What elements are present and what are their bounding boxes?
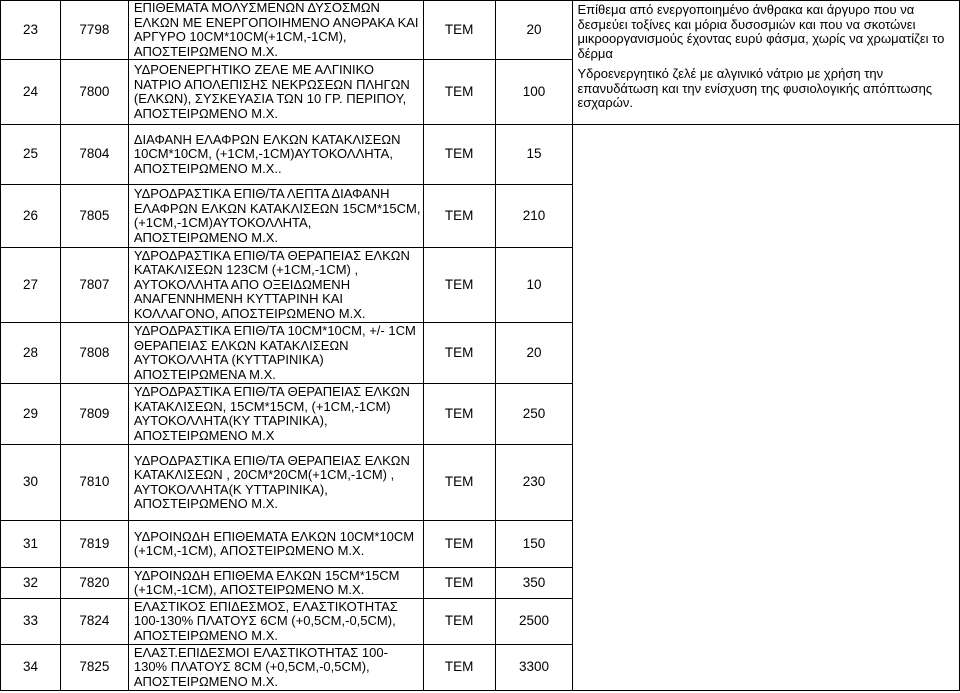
item-quantity: 20 bbox=[495, 1, 573, 60]
item-quantity: 10 bbox=[495, 248, 573, 323]
item-description: ΥΔΡΟΔΡΑΣΤΙΚΑ ΕΠΙΘ/ΤΑ ΘΕΡΑΠΕΙΑΣ ΕΛΚΩΝ ΚΑΤΑΚΛΙΣΕΩΝ , 20CM*20CM(+1CM,-1CM) , ΑΥΤΟΚΟΛΛΗΤΑ(Κ ΥΤΤΑΡΙΝΙΚΑ), ΑΠΟΣΤΕΙΡΩΜΕΝΟ Μ.Χ. bbox=[128, 445, 423, 521]
row-number: 31 bbox=[1, 521, 61, 568]
table-row bbox=[1, 125, 960, 185]
table-row bbox=[1, 1, 960, 60]
item-specification-empty bbox=[573, 125, 960, 691]
item-unit: ΤΕΜ bbox=[423, 445, 495, 521]
row-number: 30 bbox=[1, 445, 61, 521]
item-code: 7819 bbox=[60, 521, 128, 568]
item-code: 7808 bbox=[60, 323, 128, 384]
item-unit: ΤΕΜ bbox=[423, 125, 495, 185]
item-code: 7820 bbox=[60, 568, 128, 599]
item-description: ΥΔΡΟΙΝΩΔΗ ΕΠΙΘΕΜΑΤΑ ΕΛΚΩΝ 10CM*10CM (+1CM,-1CM), ΑΠΟΣΤΕΙΡΩΜΕΝΟ Μ.Χ. bbox=[128, 521, 423, 568]
row-number: 32 bbox=[1, 568, 61, 599]
item-description: ΔΙΑΦΑΝΗ ΕΛΑΦΡΩΝ ΕΛΚΩΝ ΚΑΤΑΚΛΙΣΕΩΝ 10CM*10CM, (+1CM,-1CM)ΑΥΤΟΚΟΛΛΗΤΑ, ΑΠΟΣΤΕΙΡΩΜΕΝΟ Μ.Χ.. bbox=[128, 125, 423, 185]
row-number: 27 bbox=[1, 248, 61, 323]
item-code: 7804 bbox=[60, 125, 128, 185]
item-description: ΕΛΑΣΤΙΚΟΣ ΕΠΙΔΕΣΜΟΣ, ΕΛΑΣΤΙΚΟΤΗΤΑΣ 100-130% ΠΛΑΤΟΥΣ 6CM (+0,5CM,-0,5CM), ΑΠΟΣΤΕΙΡΩΜΕΝΟ Μ.Χ. bbox=[128, 599, 423, 645]
item-code: 7798 bbox=[60, 1, 128, 60]
item-quantity: 2500 bbox=[495, 599, 573, 645]
row-number: 24 bbox=[1, 60, 61, 125]
item-description: ΥΔΡΟΔΡΑΣΤΙΚΑ ΕΠΙΘ/ΤΑ 10CM*10CM, +/- 1CM ΘΕΡΑΠΕΙΑΣ ΕΛΚΩΝ ΚΑΤΑΚΛΙΣΕΩΝ ΑΥΤΟΚΟΛΛΗΤΑ (ΚΥΤΤΑΡΙΝΙΚΑ) ΑΠΟΣΤΕΙΡΩΜΕΝΑ Μ.Χ. bbox=[128, 323, 423, 384]
item-code: 7825 bbox=[60, 645, 128, 691]
item-quantity: 3300 bbox=[495, 645, 573, 691]
item-unit: ΤΕΜ bbox=[423, 1, 495, 60]
row-number: 25 bbox=[1, 125, 61, 185]
item-description: ΕΠΙΘΕΜΑΤΑ ΜΟΛΥΣΜΕΝΩΝ ΔΥΣΟΣΜΩΝ ΕΛΚΩΝ ΜΕ ΕΝΕΡΓΟΠΟΙΗΜΕΝΟ ΑΝΘΡΑΚΑ ΚΑΙ ΑΡΓΥΡΟ 10CM*10CM(+1CM,-1CM), ΑΠΟΣΤΕΙΡΩΜΕΝΟ Μ.Χ. bbox=[128, 1, 423, 60]
item-unit: ΤΕΜ bbox=[423, 60, 495, 125]
item-code: 7824 bbox=[60, 599, 128, 645]
row-number: 23 bbox=[1, 1, 61, 60]
item-description: ΥΔΡΟΙΝΩΔΗ ΕΠΙΘΕΜΑ ΕΛΚΩΝ 15CM*15CM (+1CM,-1CM), ΑΠΟΣΤΕΙΡΩΜΕΝΟ Μ.Χ. bbox=[128, 568, 423, 599]
item-quantity: 350 bbox=[495, 568, 573, 599]
specification-text: Επίθεμα από ενεργοποιημένο άνθρακα και άργυρο που να δεσμεύει τοξίνες και μόρια δυσοσμιών και που να σκοτώνει μικροοργανισμούς έχοντας ευρύ φάσμα, χωρίς να χρωματίζει το δέρμα bbox=[577, 2, 945, 61]
item-specification bbox=[573, 1, 960, 125]
item-code: 7805 bbox=[60, 185, 128, 248]
item-unit: ΤΕΜ bbox=[423, 323, 495, 384]
item-unit: ΤΕΜ bbox=[423, 568, 495, 599]
row-number: 26 bbox=[1, 185, 61, 248]
item-description: ΕΛΑΣΤ.ΕΠΙΔΕΣΜΟΙ ΕΛΑΣΤΙΚΟΤΗΤΑΣ 100-130% ΠΛΑΤΟΥΣ 8CM (+0,5CM,-0,5CM), ΑΠΟΣΤΕΙΡΩΜΕΝΟ Μ.Χ. bbox=[128, 645, 423, 691]
specification-text: Υδροενεργητικό ζελέ με αλγινικό νάτριο με χρήση την επανυδάτωση και την ενίσχυση της φυσιολογικής απόπτωσης εσχαρών. bbox=[577, 66, 933, 110]
row-number: 28 bbox=[1, 323, 61, 384]
item-unit: ΤΕΜ bbox=[423, 384, 495, 445]
row-number: 33 bbox=[1, 599, 61, 645]
item-code: 7807 bbox=[60, 248, 128, 323]
item-quantity: 230 bbox=[495, 445, 573, 521]
item-quantity: 210 bbox=[495, 185, 573, 248]
item-quantity: 15 bbox=[495, 125, 573, 185]
item-unit: ΤΕΜ bbox=[423, 645, 495, 691]
item-unit: ΤΕΜ bbox=[423, 521, 495, 568]
item-quantity: 250 bbox=[495, 384, 573, 445]
item-description: ΥΔΡΟΕΝΕΡΓΗΤΙΚΟ ΖΕΛΕ ΜΕ ΑΛΓΙΝΙΚΟ ΝΑΤΡΙΟ ΑΠΟΛΕΠΙΣΗΣ ΝΕΚΡΩΣΕΩΝ ΠΛΗΓΩΝ (ΕΛΚΩΝ), ΣΥΣΚΕΥΑΣΙΑ ΤΩΝ 10 ΓΡ. ΠΕΡΙΠΟΥ, ΑΠΟΣΤΕΙΡΩΜΕΝΟ Μ.Χ. bbox=[128, 60, 423, 125]
items-table-body bbox=[1, 1, 960, 691]
item-quantity: 20 bbox=[495, 323, 573, 384]
item-quantity: 100 bbox=[495, 60, 573, 125]
row-number: 34 bbox=[1, 645, 61, 691]
item-unit: ΤΕΜ bbox=[423, 248, 495, 323]
item-description: ΥΔΡΟΔΡΑΣΤΙΚΑ ΕΠΙΘ/ΤΑ ΛΕΠΤΑ ΔΙΑΦΑΝΗ ΕΛΑΦΡΩΝ ΕΛΚΩΝ ΚΑΤΑΚΛΙΣΕΩΝ 15CM*15CM, (+1CM,-1CM)ΑΥΤΟΚΟΛΛΗΤΑ, ΑΠΟΣΤΕΙΡΩΜΕΝΟ Μ.Χ. bbox=[128, 185, 423, 248]
item-quantity: 150 bbox=[495, 521, 573, 568]
item-description: ΥΔΡΟΔΡΑΣΤΙΚΑ ΕΠΙΘ/ΤΑ ΘΕΡΑΠΕΙΑΣ ΕΛΚΩΝ ΚΑΤΑΚΛΙΣΕΩΝ, 15CM*15CM, (+1CM,-1CM) ΑΥΤΟΚΟΛΛΗΤΑ(ΚΥ ΤΤΑΡΙΝΙΚΑ), ΑΠΟΣΤΕΙΡΩΜΕΝΟ Μ.Χ bbox=[128, 384, 423, 445]
item-description: ΥΔΡΟΔΡΑΣΤΙΚΑ ΕΠΙΘ/ΤΑ ΘΕΡΑΠΕΙΑΣ ΕΛΚΩΝ ΚΑΤΑΚΛΙΣΕΩΝ 123CM (+1CM,-1CM) , ΑΥΤΟΚΟΛΛΗΤΑ ΑΠΟ ΟΞΕΙΔΩΜΕΝΗ ΑΝΑΓΕΝΝΗΜΕΝΗ ΚΥΤΤΑΡΙΝΗ ΚΑΙ ΚΟΛΛΑΓΟΝΟ, ΑΠΟΣΤΕΙΡΩΜΕΝΟ Μ.Χ. bbox=[128, 248, 423, 323]
item-unit: ΤΕΜ bbox=[423, 185, 495, 248]
item-code: 7809 bbox=[60, 384, 128, 445]
item-code: 7800 bbox=[60, 60, 128, 125]
row-number: 29 bbox=[1, 384, 61, 445]
item-code: 7810 bbox=[60, 445, 128, 521]
item-unit: ΤΕΜ bbox=[423, 599, 495, 645]
